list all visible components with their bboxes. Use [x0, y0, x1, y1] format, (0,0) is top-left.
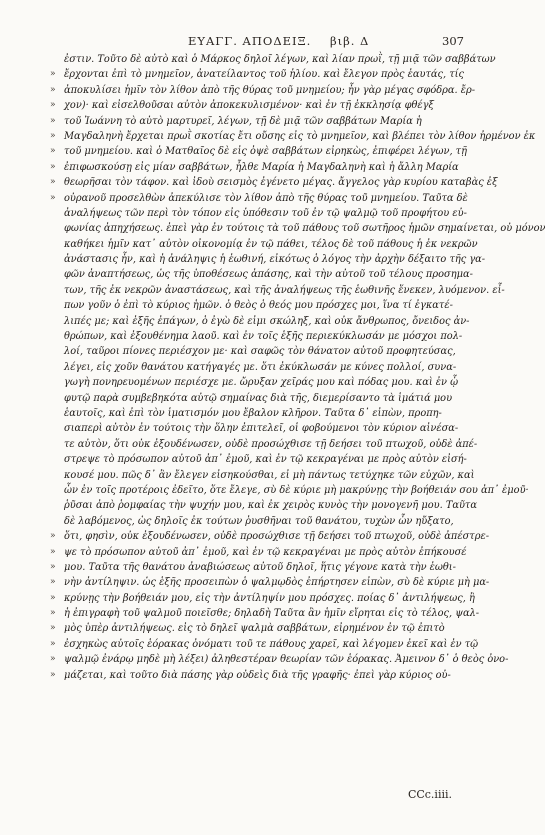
text-line	[64, 344, 464, 359]
text-line-content: πων γοῦν ὁ ἐπὶ τὸ κύριος ἡμῶν. ὁ θεὸς ὁ θεός μου πρόσχες μοι, ἵνα τί ἐγκατέ-	[64, 300, 453, 312]
text-line-content: μάζεται, καὶ τοῦτο διὰ πάσης γὰρ οὐδεὶς διὰ τῆς γραφῆς· ἐπεὶ γὰρ κύριος οὐ-	[64, 669, 451, 681]
quotation-mark: »	[50, 161, 56, 172]
text-line	[50, 637, 479, 652]
text-line	[50, 560, 464, 575]
quotation-mark: »	[50, 623, 56, 634]
text-line	[64, 498, 477, 513]
text-line	[50, 144, 467, 159]
running-title-text: ΕΥΑΓΓ. ΑΠΟΔΕΙΞ.	[188, 34, 312, 48]
text-line-content: ῥῦσαι ἀπὸ ῥομφαίας τὴν ψυχήν μου, καὶ ἐκ χειρὸς κυνὸς τὴν μονογενῆ μου. Ταῦτα	[64, 500, 477, 512]
text-line-content: φῶν ἀναπτήσεως, ὡς τῆς ὑποθέσεως ἁπάσης, καὶ τὴν αὐτοῦ τοῦ τέλους προσημα-	[64, 269, 473, 281]
text-line	[50, 67, 464, 82]
text-line-content: ὧν ἐν τοῖς προτέροις ἐδεῖτο, ὅτε ἔλεγε, σὺ δὲ κύριε μὴ μακρύνῃς τὴν βοήθειάν σου ἀπ᾽ ἐμοῦ·	[64, 484, 529, 496]
text-line	[50, 129, 536, 144]
text-line-content: μου. Ταῦτα τῆς θανάτου ἀναβιώσεως αὐτοῦ δηλοῖ, ἥτις γέγονε κατὰ τὴν ἑωθι-	[64, 561, 456, 573]
quotation-mark: »	[50, 577, 56, 588]
text-line	[64, 468, 475, 483]
text-line-content: τοῦ μνημείου. καὶ ὁ Ματθαῖος δὲ εἰς ὀψὲ σαββάτων εἰρηκὼς, ἐπιφέρει λέγων, τῇ	[64, 146, 467, 158]
text-line-content: λέγει, εἰς χοῦν θανάτου κατήγαγές με. ὅτι ἐκύκλωσάν με κύνες πολλοί, συνα-	[64, 361, 457, 373]
quotation-mark: »	[50, 654, 56, 665]
text-line	[64, 206, 467, 221]
text-line-content: λοί, ταῦροι πίονες περιέσχον με· καὶ σαφῶς τὸν θάνατον αὐτοῦ προφητεύσας,	[64, 346, 456, 358]
text-line	[64, 375, 464, 390]
text-line	[50, 545, 467, 560]
text-line	[64, 421, 464, 436]
running-title	[188, 34, 369, 48]
text-line-content: καθήκει ἡμῖν κατ᾽ αὐτὸν οἰκονομίᾳ ἐν τῷ πάθει, τέλος δὲ τοῦ πάθους ἡ ἐκ νεκρῶν	[64, 238, 478, 250]
text-line-content: χον)· καὶ εἰσελθοῦσαι αὐτὸν ἀποκεκυλισμένον· καὶ ἐν τῇ ἐκκλησίᾳ φθέγξ	[64, 100, 434, 112]
quotation-mark: »	[50, 192, 56, 203]
text-line	[50, 575, 490, 590]
text-line	[50, 606, 480, 621]
text-line-content: των, τῆς ἐκ νεκρῶν ἀναστάσεως, καὶ τῆς ἀναλήψεως τῆς ἑωθινῆς ἕνεκεν, λυόμενον. εἶ-	[64, 284, 505, 296]
text-line-content: Μαγδαληνὴ ἔρχεται πρωῒ σκοτίας ἔτι οὔσης εἰς τὸ μνημεῖον, καὶ βλέπει τὸν λίθον ἠρμένον ἐκ	[64, 130, 536, 142]
quotation-mark: »	[50, 592, 56, 603]
text-line-content: θεωρῆσαι τὸν τάφον. καὶ ἰδοὺ σεισμὸς ἐγένετο μέγας. ἄγγελος γὰρ κυρίου καταβὰς ἐξ	[64, 177, 498, 189]
quotation-mark: »	[50, 546, 56, 557]
text-line-content: τοῦ Ἰωάννη τὸ αὐτὸ μαρτυρεῖ, λέγων, τῇ δὲ μιᾷ τῶν σαββάτων Μαρία ἡ	[64, 115, 422, 127]
text-line-content: ἑαυτοῖς, καὶ ἐπὶ τὸν ἱματισμόν μου ἔβαλον κλῆρον. Ταῦτα δ᾽ εἰπὼν, προπη-	[64, 407, 442, 419]
text-line	[50, 621, 464, 636]
text-line	[64, 221, 545, 236]
text-line-content: ἀνάστασις ἦν, καὶ ἡ ἀνάληψις ἡ ἑωθινή, εἰκότως ὁ λόγος τὴν ἀρχὴν δέξαιτο τῆς γα-	[64, 254, 486, 266]
text-line	[64, 52, 496, 67]
text-line	[64, 406, 464, 421]
text-line-content: ἐστιν. Τοῦτο δὲ αὐτὸ καὶ ὁ Μάρκος δηλοῖ λέγων, καὶ λίαν πρωῒ, τῇ μιᾷ τῶν σαββάτων	[64, 54, 496, 65]
text-line-content: ψε τὸ πρόσωπον αὐτοῦ ἀπ᾽ ἐμοῦ, καὶ ἐν τῷ κεκραγέναι με πρὸς αὐτὸν ἐπήκουσέ	[64, 546, 467, 558]
quotation-mark: »	[50, 84, 56, 95]
text-line-content: κρύνῃς τὴν βοήθειάν μου, εἰς τὴν ἀντίληψίν μου πρόσχες. ποίας δ᾽ ἀντιλήψεως, ἢ	[64, 592, 475, 604]
text-line	[50, 652, 509, 667]
text-line	[64, 267, 473, 282]
text-line	[64, 452, 467, 467]
book-number: βιβ. Δ	[329, 34, 370, 48]
quotation-mark: »	[50, 531, 56, 542]
text-line-content: φωνίας ἀπηχήσεως. ἐπεὶ γὰρ ἐν τούτοις τὰ τοῦ πάθους τοῦ σωτῆρος ἡμῶν σημαίνεται, οὐ μόνον	[64, 223, 545, 235]
text-line-content: μὸς ὑπὲρ ἀντιλήψεως. εἰς τὸ δηλεῖ ψαλμὰ σαββάτων, εἰρημένον ἐν τῷ ἐπιτὸ	[64, 623, 445, 635]
text-line	[64, 391, 464, 406]
quotation-mark: »	[50, 115, 56, 126]
greek-text-body	[50, 52, 545, 683]
printer-signature: CCc.iiii.	[407, 788, 452, 801]
quotation-mark: »	[50, 130, 56, 141]
text-line	[64, 237, 478, 252]
text-line	[64, 252, 486, 267]
running-header	[30, 34, 464, 52]
text-line	[64, 437, 478, 452]
quotation-mark: »	[50, 100, 56, 111]
text-line-content: γωγὴ πονηρευομένων περιέσχε με. ὤρυξαν χεῖράς μου καὶ πόδας μου. καὶ ἐν ᾧ	[64, 377, 459, 389]
text-line	[64, 298, 464, 313]
text-line-content: νὴν ἀντίληψιν. ὡς ἑξῆς προσειπὼν ὁ ψαλμῳδὸς ἐπήρτησεν εἰπὼν, σὺ δὲ κύριε μὴ μα-	[64, 577, 490, 589]
text-line-content: φυτῷ παρὰ συμβεβηκότα αὐτῷ σημαίνας διὰ τῆς, διεμερίσαντο τὰ ἱμάτιά μου	[64, 392, 453, 404]
text-line-content: ἀποκυλίσει ἡμῖν τὸν λίθον ἀπὸ τῆς θύρας τοῦ μνημείου; ἦν γὰρ μέγας σφόδρα. ἔρ-	[64, 84, 476, 96]
quotation-mark: »	[50, 669, 56, 680]
text-line-content: τε αὐτὸν, ὅτι οὐκ ἐξουδένωσεν, οὐδὲ προσώχθισε τῇ δεήσει τοῦ πτωχοῦ, οὐδὲ ἀπέ-	[64, 438, 478, 450]
text-line-content: ψαλμῷ ἐνάρῳ μηδὲ μὴ λέξει) ἀληθεστέραν θεωρίαν τῶν ἑόρακας. Ἀμεινον δ᾽ ὁ θεὸς ὀνο-	[64, 654, 509, 666]
page-number: 307	[442, 34, 464, 48]
text-line-content: ἐσχηκὼς αὐτοῖς ἑόρακας ὀνόματι τοῦ τε πάθους χαρεῖ, καὶ λέγομεν ἐκεῖ καὶ ἐν τῷ	[64, 638, 479, 650]
quotation-mark: »	[50, 146, 56, 157]
text-line	[50, 668, 464, 683]
text-line-content: στρεψε τὸ πρόσωπον αὐτοῦ ἀπ᾽ ἐμοῦ, καὶ ἐν τῷ κεκραγέναι με πρὸς αὐτὸν εἰσή-	[64, 454, 467, 466]
text-line-content: ἔρχονται ἐπὶ τὸ μνημεῖον, ἀνατείλαντος τοῦ ἡλίου. καὶ ἔλεγον πρὸς ἑαυτάς, τίς	[64, 69, 464, 81]
text-line-content: θρώπων, καὶ ἐξουθένημα λαοῦ. καὶ ἐν τοῖς ἑξῆς περιεκύκλωσάν με μόσχοι πολ-	[64, 331, 463, 343]
text-line-content: δὲ λαβόμενος, ὡς δηλοῖς ἐκ τούτων ῥυσθῆναι τοῦ θανάτου, τυχὼν ὧν ηὔξατο,	[64, 515, 454, 527]
quotation-mark: »	[50, 561, 56, 572]
text-line-content: σιαπερὶ αὐτὸν ἐν τούτοις τὴν ὅλην ἐπιτελεῖ, οἱ φοβούμενοι τὸν κύριον αἰνέσα-	[64, 423, 459, 435]
text-line	[50, 160, 464, 175]
text-line-content: οὐρανοῦ προσελθὼν ἀπεκύλισε τὸν λίθον ἀπὸ τῆς θύρας τοῦ μνημείου. Ταῦτα δὲ	[64, 192, 468, 204]
text-line	[64, 329, 464, 344]
text-line	[50, 114, 464, 129]
text-line	[64, 483, 529, 498]
text-line-content: ἐπιφωσκούσῃ εἰς μίαν σαββάτων, ἦλθε Μαρία ἡ Μαγδαληνὴ καὶ ἡ ἄλλη Μαρία	[64, 161, 459, 173]
text-line	[50, 175, 498, 190]
quotation-mark: »	[50, 608, 56, 619]
text-line	[50, 191, 468, 206]
text-line	[50, 83, 476, 98]
quotation-mark: »	[50, 69, 56, 80]
text-line	[50, 591, 475, 606]
text-line	[64, 514, 464, 529]
quotation-mark: »	[50, 177, 56, 188]
text-line	[64, 314, 470, 329]
text-line-content: ἡ ἐπιγραφὴ τοῦ ψαλμοῦ ποιεῖσθε; δηλαδὴ Ταῦτα ἂν ἡμῖν εἴρηται εἰς τὸ τέλος, ψαλ-	[64, 608, 480, 620]
text-line-content: κουσέ μου. πῶς δ᾽ ἂν ἔλεγεν εἰσηκούσθαι, εἰ μὴ πάντως τετύχηκε τῶν εὐχῶν, καὶ	[64, 469, 475, 481]
text-line-content: λιπές με; καὶ ἑξῆς ἐπάγων, ὁ ἐγὼ δὲ εἰμι σκώληξ, καὶ οὐκ ἄνθρωπος, ὄνειδος ἀν-	[64, 315, 470, 327]
text-line-content: ἀναλήψεως τῶν περὶ τὸν τόπον εἰς ὑπόθεσιν τοῦ ἐν τῷ ψαλμῷ τοῦ προφήτου εὐ-	[64, 207, 467, 219]
text-line-content: ὅτι, φησὶν, οὐκ ἐξουδένωσεν, οὐδὲ προσώχθισε τῇ δεήσει τοῦ πτωχοῦ, οὐδὲ ἀπέστρε-	[64, 531, 490, 543]
text-line	[64, 283, 505, 298]
quotation-mark: »	[50, 638, 56, 649]
text-line	[50, 98, 464, 113]
text-line	[64, 360, 464, 375]
text-line	[50, 529, 490, 544]
